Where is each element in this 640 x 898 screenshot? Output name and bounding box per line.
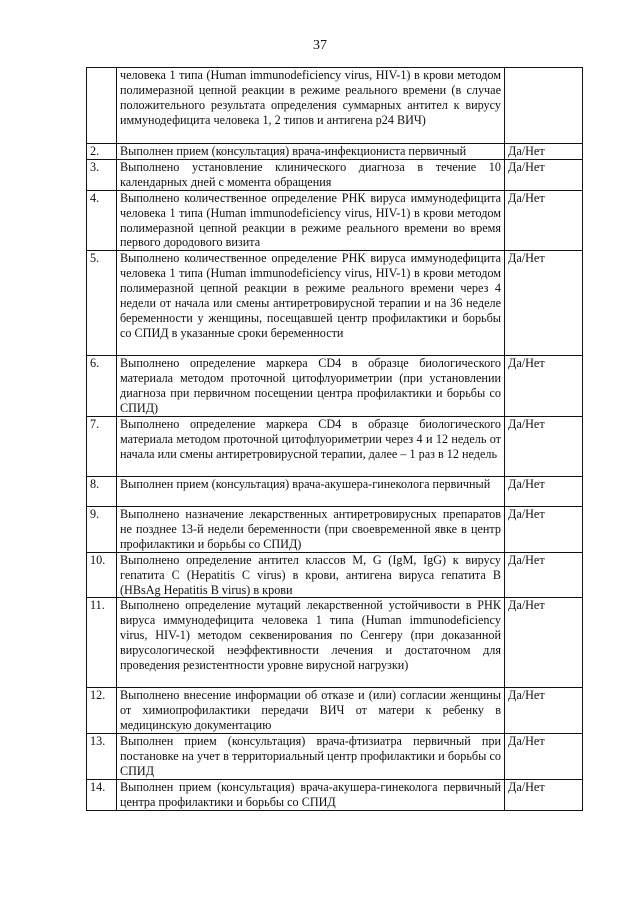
- answer-cell: Да/Нет: [505, 598, 583, 688]
- table-row-continuation: [87, 68, 583, 144]
- quality-criteria-table: [86, 67, 583, 811]
- answer-cell: Да/Нет: [505, 734, 583, 780]
- table-row: [87, 190, 583, 251]
- table-row: [87, 688, 583, 734]
- table-row: [87, 476, 583, 506]
- row-number: 8.: [87, 476, 117, 506]
- answer-cell: Да/Нет: [505, 506, 583, 552]
- table-row: [87, 506, 583, 552]
- criterion-text: Выполнено определение маркера CD4 в образце биологического материала методом проточной цитофлуориметрии через 4 и 12 недель от начала или смены антиретровирусной терапии, далее – 1 раз в 12 недель: [117, 416, 505, 476]
- row-number: [87, 68, 117, 144]
- criterion-text: Выполнено внесение информации об отказе и (или) согласии женщины от химиопрофилактики передачи ВИЧ от матери к ребенку в медицинскую документацию: [117, 688, 505, 734]
- row-number: 10.: [87, 552, 117, 598]
- table-row: [87, 159, 583, 190]
- page-number: 37: [313, 38, 327, 53]
- answer-cell: Да/Нет: [505, 476, 583, 506]
- criterion-text: Выполнено определение антител классов M, G (IgM, IgG) к вирусу гепатита C (Hepatitis C virus) в крови, антигена вируса гепатита B (HBsAg Hepatitis B virus) в крови: [117, 552, 505, 598]
- answer-cell: Да/Нет: [505, 552, 583, 598]
- table-row: [87, 251, 583, 356]
- row-number: 4.: [87, 190, 117, 251]
- row-number: 3.: [87, 159, 117, 190]
- answer-cell: Да/Нет: [505, 779, 583, 810]
- criterion-text: Выполнен прием (консультация) врача-акушера-гинеколога первичный: [117, 476, 505, 506]
- criterion-text: Выполнен прием (консультация) врача-акушера-гинеколога первичный центра профилактики и борьбы со СПИД: [117, 779, 505, 810]
- table-row: [87, 779, 583, 810]
- table-row: [87, 144, 583, 160]
- row-number: 6.: [87, 356, 117, 417]
- answer-cell: Да/Нет: [505, 144, 583, 160]
- answer-cell: Да/Нет: [505, 688, 583, 734]
- criterion-text: человека 1 типа (Human immunodeficiency virus, HIV-1) в крови методом полимеразной цепной реакции в режиме реального времени (в случае положительного результата определения суммарных антител к вирусу иммунодефицита человека 1, 2 типов и антигена p24 ВИЧ): [117, 68, 505, 144]
- row-number: 2.: [87, 144, 117, 160]
- criterion-text: Выполнено установление клинического диагноза в течение 10 календарных дней с момента обращения: [117, 159, 505, 190]
- table-row: [87, 734, 583, 780]
- table-row: [87, 356, 583, 417]
- criterion-text: Выполнено назначение лекарственных антиретровирусных препаратов не позднее 13-й недели беременности (при своевременной явке в центр профилактики и борьбы со СПИД): [117, 506, 505, 552]
- row-number: 5.: [87, 251, 117, 356]
- criterion-text: Выполнено количественное определение РНК вируса иммунодефицита человека 1 типа (Human immunodeficiency virus, HIV-1) в крови методом полимеразной цепной реакции в режиме реального времени через 4 недели от начала или смены антиретровирусной терапии и на 36 неделе беременности у женщины, посещавшей центр профилактики и борьбы со СПИД в указанные сроки беременности: [117, 251, 505, 356]
- answer-cell: Да/Нет: [505, 159, 583, 190]
- table-row: [87, 552, 583, 598]
- criterion-text: Выполнен прием (консультация) врача-фтизиатра первичный при постановке на учет в территориальный центр профилактики и борьбы со СПИД: [117, 734, 505, 780]
- answer-cell: Да/Нет: [505, 251, 583, 356]
- table-row: [87, 416, 583, 476]
- table-body: [87, 68, 583, 811]
- row-number: 14.: [87, 779, 117, 810]
- criterion-text: Выполнено количественное определение РНК вируса иммунодефицита человека 1 типа (Human immunodeficiency virus, HIV-1) в крови методом полимеразной цепной реакции в режиме реального времени во время первого дородового визита: [117, 190, 505, 251]
- row-number: 13.: [87, 734, 117, 780]
- answer-cell: [505, 68, 583, 144]
- answer-cell: Да/Нет: [505, 190, 583, 251]
- answer-cell: Да/Нет: [505, 356, 583, 417]
- criterion-text: Выполнен прием (консультация) врача-инфекциониста первичный: [117, 144, 505, 160]
- table-row: [87, 598, 583, 688]
- row-number: 12.: [87, 688, 117, 734]
- answer-cell: Да/Нет: [505, 416, 583, 476]
- row-number: 9.: [87, 506, 117, 552]
- row-number: 7.: [87, 416, 117, 476]
- criterion-text: Выполнено определение мутаций лекарственной устойчивости в РНК вируса иммунодефицита человека 1 типа (Human immunodeficiency virus, HIV-1) методом секвенирования по Сенгеру (при доказанной вирусологической неэффективности лечения и достаточном для проведения резистентности уровне вирусной нагрузки): [117, 598, 505, 688]
- row-number: 11.: [87, 598, 117, 688]
- criterion-text: Выполнено определение маркера CD4 в образце биологического материала методом проточной цитофлуориметрии (при установлении диагноза при первичном посещении центра профилактики и борьбы со СПИД): [117, 356, 505, 417]
